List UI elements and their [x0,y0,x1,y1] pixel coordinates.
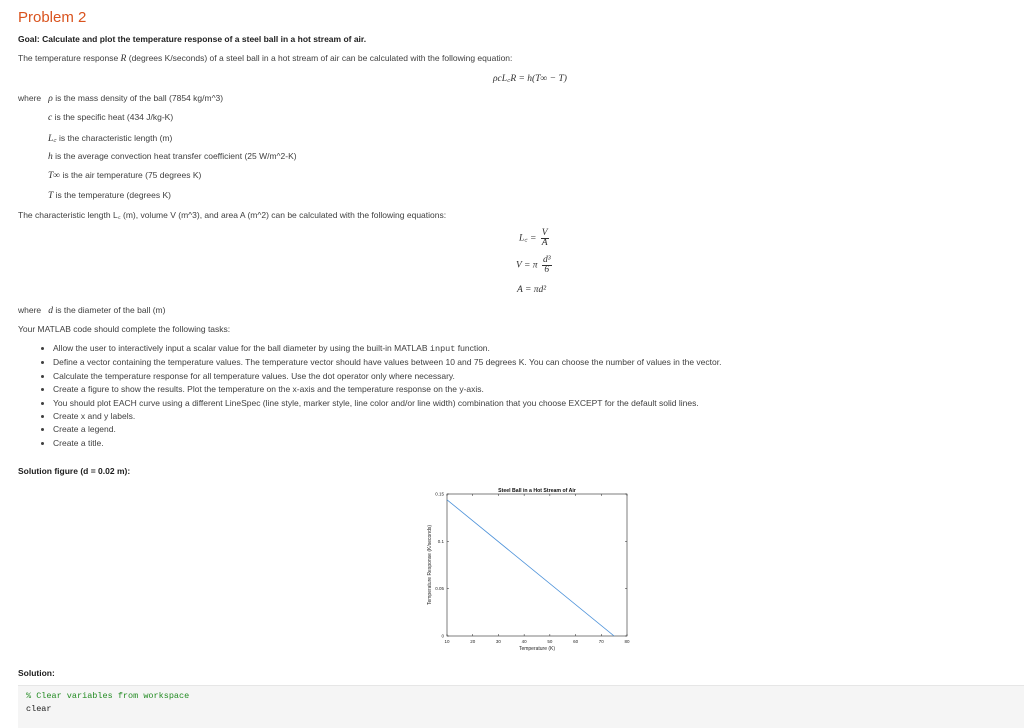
def-rho-symbol: ρ [48,94,53,104]
def-tinf [48,170,201,181]
y-tick-label: 0.05 [435,586,444,592]
eq-lc-num: V [541,228,548,238]
def-lc-symbol: L꜀ [48,134,57,144]
task-item: • Calculate the temperature response for all temperature values. Use the dot operator only where necessary. [53,370,721,383]
eq-v [516,256,552,275]
x-tick-label: 80 [624,639,630,644]
solution-chart [420,484,640,659]
def-where: where [18,93,42,103]
eq-v-fraction [542,256,552,275]
def-d-symbol: d [48,306,53,316]
eq-v-lhs: V = π [516,260,538,271]
def-rho-text: is the mass density of the ball (7854 kg/m^3) [55,93,224,103]
def-t [48,190,171,201]
task-item [53,342,721,356]
def-t-text: is the temperature (degrees K) [55,190,171,200]
def-h [48,151,297,162]
char-sentence: The characteristic length L꜀ (m), volume V (m^3), and area A (m^2) can be calculated with the following equations: [18,210,447,220]
intro-after: (degrees K/seconds) of a steel ball in a hot stream of air can be calculated with the following equation: [128,53,513,63]
y-tick-label: 0.15 [435,491,444,497]
task-item: • Create a legend. [53,423,721,436]
def-lc-text: is the characteristic length (m) [58,133,173,143]
x-tick-label: 60 [573,639,579,644]
def-h-text: is the average convection heat transfer coefficient (25 W/m^2-K) [55,151,297,161]
def-d-where: where [18,305,42,315]
def-d [18,305,165,316]
eq-lc-fraction [541,229,549,248]
page-title: Problem 2 [18,9,87,26]
def-tinf-text: is the air temperature (75 degrees K) [62,170,202,180]
chart-title: Steel Ball in a Hot Stream of Air [498,488,576,494]
goal-text: Goal: Calculate and plot the temperature response of a steel ball in a hot stream of air. [18,34,367,44]
task-list [35,342,721,450]
def-c-symbol: c [48,113,53,123]
code-comment-line: % Clear variables from workspace [26,691,190,701]
def-c [48,112,173,123]
x-axis-label: Temperature (K) [518,646,556,652]
solution-label: Solution: [18,668,55,678]
x-tick-label: 30 [495,639,501,644]
solution-figure-label: Solution figure (d = 0.02 m): [18,466,131,476]
def-tinf-symbol: T∞ [48,171,61,181]
eq-v-num: d³ [542,255,551,265]
task-item: • You should plot EACH curve using a different LineSpec (line style, marker style, line color and/or line width) combination that you choose EXCEPT for the default solid lines. [53,397,721,410]
task-item: • Define a vector containing the temperature values. The temperature vector should have values between 10 and 75 degrees K. You can choose the number of values in the vector. [53,356,721,369]
eq-lc [519,229,549,248]
def-rho [18,93,223,104]
task-item: • Create a figure to show the results. Plot the temperature on the x-axis and the temperature response on the y-axis. [53,383,721,396]
def-lc [48,131,172,144]
eq-lc-lhs: L꜀ = [519,233,537,244]
intro-before: The temperature response [18,53,119,63]
eq-lc-den: A [541,238,548,248]
intro-symbol: R [120,54,127,64]
eq-v-den: 6 [544,265,550,275]
code-clear-line: clear [26,704,52,714]
eq-a: A = πd² [517,285,547,295]
x-tick-label: 20 [470,639,476,644]
task-1-code: input [429,344,456,354]
x-tick-label: 70 [598,639,604,644]
task-item: • Create a title. [53,437,721,450]
def-t-symbol: T [48,191,54,201]
x-tick-label: 10 [444,639,450,644]
y-axis-label: Temperature Response (K/seconds) [427,524,433,606]
y-tick-label: 0.1 [437,538,444,544]
x-tick-label: 40 [521,639,527,644]
x-tick-label: 50 [547,639,553,644]
def-c-text: is the specific heat (434 J/kg-K) [54,112,174,122]
def-d-text: is the diameter of the ball (m) [55,305,166,315]
main-equation: ρcL꜀R = h(T∞ − T) [493,74,567,84]
plot-area [447,494,627,636]
task-item: • Create x and y labels. [53,410,721,423]
task-1-after: function. [457,343,490,353]
task-1-before: Allow the user to interactively input a scalar value for the ball diameter by using the built-in MATLAB [53,343,428,353]
def-h-symbol: h [48,152,53,162]
code-block [18,685,1024,728]
intro-text [18,53,512,64]
y-tick-label: 0 [441,633,444,639]
tasks-intro: Your MATLAB code should complete the following tasks: [18,324,231,334]
